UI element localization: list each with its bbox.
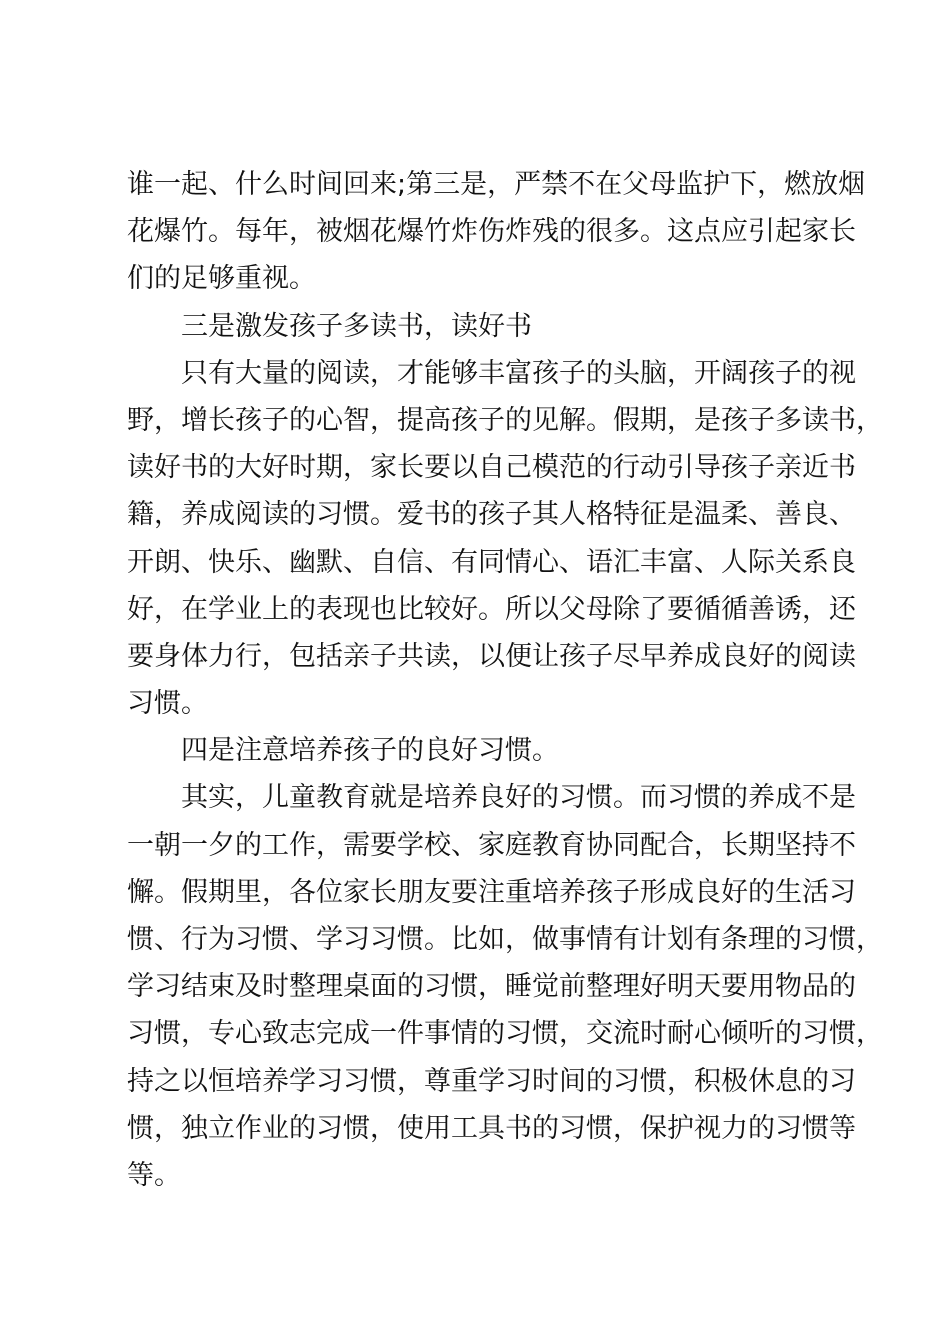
text-line: 们的足够重视。 [127,263,316,295]
text-line: 学习结束及时整理桌面的习惯，睡觉前整理好明天要用物品的 [127,971,856,1003]
text-line: 开朗、快乐、幽默、自信、有同情心、语汇丰富、人际关系良 [127,546,856,578]
document-page [127,169,883,1208]
text-line: 谁一起、什么时间回来;第三是，严禁不在父母监护下，燃放烟 [127,169,866,200]
text-line: 籍，养成阅读的习惯。爱书的孩子其人格特征是温柔、善良、 [127,499,856,531]
text-line: 好，在学业上的表现也比较好。所以父母除了要循循善诱，还 [127,593,856,625]
text-line: 惯，独立作业的习惯，使用工具书的习惯，保护视力的习惯等 [127,1112,856,1144]
text-line: 等。 [127,1159,181,1191]
text-line: 习惯。 [127,688,208,720]
text-line: 习惯，专心致志完成一件事情的习惯，交流时耐心倾听的习惯， [127,1018,883,1050]
text-line: 其实，儿童教育就是培养良好的习惯。而习惯的养成不是 [181,782,856,814]
text-line: 一朝一夕的工作，需要学校、家庭教育协同配合，长期坚持不 [127,829,856,861]
text-line: 懈。假期里，各位家长朋友要注重培养孩子形成良好的生活习 [127,876,856,908]
section-heading-reading: 三是激发孩子多读书，读好书 [181,310,532,342]
text-line: 只有大量的阅读，才能够丰富孩子的头脑，开阔孩子的视 [181,357,856,389]
text-line: 要身体力行，包括亲子共读，以便让孩子尽早养成良好的阅读 [127,640,856,672]
text-line: 惯、行为习惯、学习习惯。比如，做事情有计划有条理的习惯， [127,924,883,955]
text-line: 读好书的大好时期，家长要以自己模范的行动引导孩子亲近书 [127,452,856,484]
text-line: 持之以恒培养学习习惯，尊重学习时间的习惯，积极休息的习 [127,1065,856,1097]
section-heading-habits: 四是注意培养孩子的良好习惯。 [181,735,559,767]
text-line: 花爆竹。每年，被烟花爆竹炸伤炸残的很多。这点应引起家长 [127,216,856,248]
text-line: 野，增长孩子的心智，提高孩子的见解。假期，是孩子多读书， [127,404,883,436]
